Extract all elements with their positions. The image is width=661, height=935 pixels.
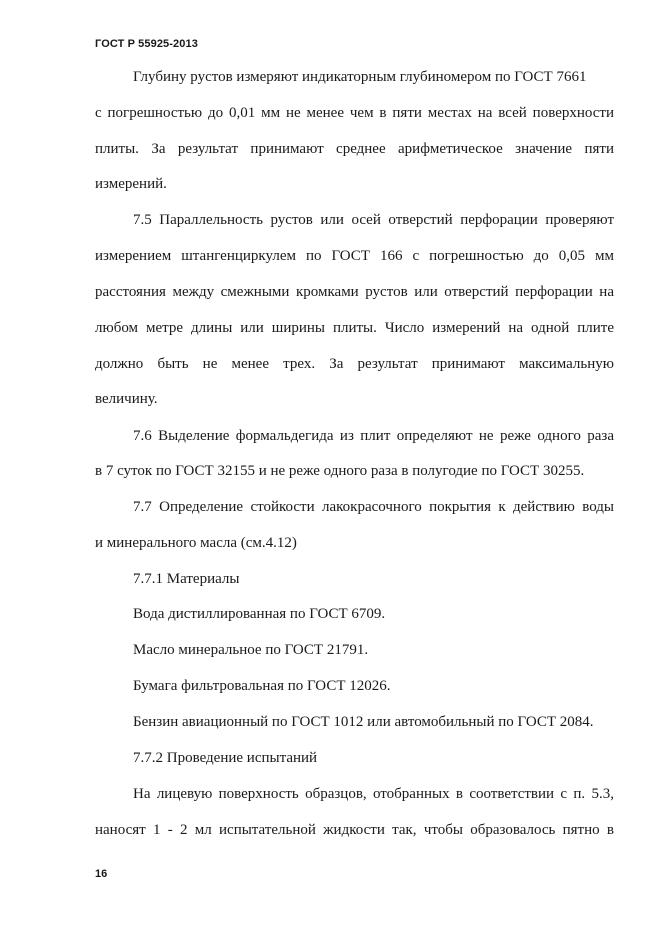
text-line: плиты. За результат принимают среднее арифметическое значение пяти [95,141,614,157]
document-header: ГОСТ Р 55925-2013 [95,38,198,50]
section-heading: 7.7.2 Проведение испытаний [133,750,318,766]
text-line: 7.7 Определение стойкости лакокрасочного покрытия к действию воды [133,499,614,515]
text-line: должно быть не менее трех. За результат принимают максимальную [95,356,614,372]
text-line: с погрешностью до 0,01 мм не менее чем в пяти местах на всей поверхности [95,105,614,121]
text-line: и минерального масла (см.4.12) [95,535,297,551]
material-item: Бензин авиационный по ГОСТ 1012 или автомобильный по ГОСТ 2084. [133,714,594,730]
page-number: 16 [95,868,108,880]
text-line: измерением штангенциркулем по ГОСТ 166 с погрешностью до 0,05 мм [95,248,614,264]
material-item: Вода дистиллированная по ГОСТ 6709. [133,606,386,622]
section-heading: 7.7.1 Материалы [133,571,240,587]
text-line: измерений. [95,176,167,192]
text-line: любом метре длины или ширины плиты. Число измерений на одной плите [95,320,614,336]
text-line: расстояния между смежными кромками рустов или отверстий перфорации на [95,284,614,300]
text-line: наносят 1 - 2 мл испытательной жидкости так, чтобы образовалось пятно в [95,822,614,838]
text-line: в 7 суток по ГОСТ 32155 и не реже одного раза в полугодие по ГОСТ 30255. [95,463,585,479]
material-item: Масло минеральное по ГОСТ 21791. [133,642,369,658]
text-line: Глубину рустов измеряют индикаторным глубиномером по ГОСТ 7661 [133,69,587,85]
material-item: Бумага фильтровальная по ГОСТ 12026. [133,678,391,694]
text-line: величину. [95,391,158,407]
text-line: 7.6 Выделение формальдегида из плит определяют не реже одного раза [133,428,614,444]
text-line: На лицевую поверхность образцов, отобранных в соответствии с п. 5.3, [133,786,614,802]
text-line: 7.5 Параллельность рустов или осей отверстий перфорации проверяют [133,212,614,228]
